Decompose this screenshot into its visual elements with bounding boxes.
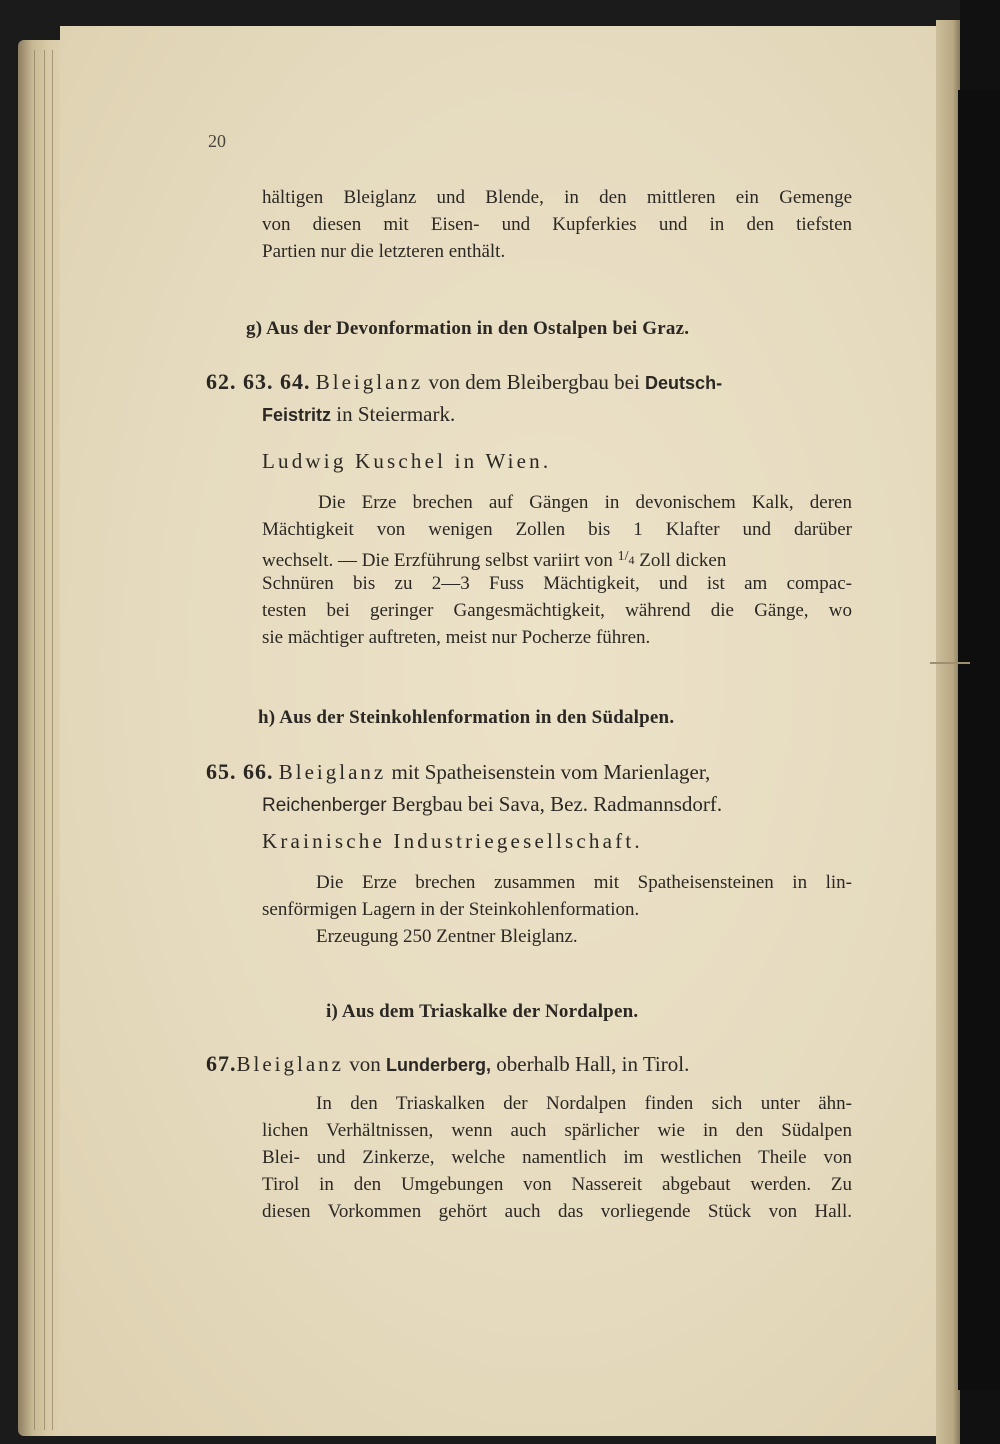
description-text: Zoll dicken — [639, 550, 727, 571]
page-edge-line — [34, 50, 35, 1430]
scan-background — [958, 90, 1000, 1390]
locality: Feistritz — [262, 405, 332, 425]
fraction: 1/4 — [617, 549, 635, 567]
description-line: In den Triaskalken der Nordalpen finden sich unter ähn- — [316, 1093, 852, 1114]
description-line: senförmigen Lagern in der Steinkohlenformation. — [262, 899, 640, 920]
page-edge-line — [52, 50, 53, 1430]
fraction-numerator: 1 — [617, 549, 625, 564]
entry-text: von dem Bleibergbau bei — [428, 370, 640, 394]
entry-text: in Steiermark. — [336, 402, 456, 426]
description-line: Schnüren bis zu 2—3 Fuss Mächtigkeit, und ist am compac- — [262, 573, 852, 594]
entry-text: mit Spatheisenstein vom Marienlager, — [391, 760, 711, 784]
description-line: sie mächtiger auftreten, meist nur Pocherze führen. — [262, 627, 651, 648]
locality: Lunderberg, — [385, 1055, 491, 1075]
description-line: lichen Verhältnissen, wenn auch spärlicher wie in den Südalpen — [262, 1120, 852, 1141]
entry-67-line1 — [206, 1049, 852, 1080]
page-gutter — [936, 20, 960, 1444]
fraction-denominator: 4 — [628, 553, 635, 567]
entry-text: von — [349, 1052, 381, 1076]
paragraph-line: hältigen Bleiglanz und Blende, in den mittleren ein Gemenge — [262, 187, 852, 208]
page-mark — [930, 662, 970, 664]
description-line: Mächtigkeit von wenigen Zollen bis 1 Klafter und darüber — [262, 519, 852, 540]
mineral-name: Bleiglanz — [278, 760, 387, 784]
description-line: Blei- und Zinkerze, welche namentlich im westlichen Theile von — [262, 1147, 852, 1168]
mineral-name: Bleiglanz — [236, 1052, 344, 1076]
description-line: diesen Vorkommen gehört auch das vorliegende Stück von Hall. — [262, 1201, 852, 1222]
entry-number: 67. — [206, 1051, 237, 1076]
section-heading: h) Aus der Steinkohlenformation in den Südalpen. — [258, 707, 675, 728]
entry-65-line1 — [206, 757, 852, 787]
description-line: Erzeugung 250 Zentner Bleiglanz. — [316, 926, 578, 947]
paragraph-line: Partien nur die letzteren enthält. — [262, 241, 506, 262]
description-text: wechselt. — Die Erzführung selbst variirt von — [262, 550, 613, 571]
section-heading: i) Aus dem Triaskalke der Nordalpen. — [326, 1001, 639, 1022]
description-line: Tirol in den Umgebungen von Nassereit abgebaut werden. Zu — [262, 1174, 852, 1195]
locality: Reichenberger — [262, 795, 387, 816]
entry-text: Bergbau bei Sava, Bez. Radmannsdorf. — [391, 792, 723, 816]
donor-name: Krainische Industriegesellschaft. — [262, 829, 643, 853]
description-line: Die Erze brechen zusammen mit Spatheisensteinen in lin- — [316, 872, 852, 893]
page-number: 20 — [208, 131, 226, 151]
locality: Deutsch- — [645, 373, 723, 393]
donor-name: Ludwig Kuschel in Wien. — [262, 449, 552, 473]
page-edge-line — [44, 50, 45, 1430]
entry-62-line2 — [262, 399, 852, 430]
description-line: Die Erze brechen auf Gängen in devonischem Kalk, deren — [318, 492, 852, 513]
entry-numbers: 62. 63. 64. — [206, 369, 311, 394]
entry-65-line2 — [262, 789, 852, 821]
entry-text: oberhalb Hall, in Tirol. — [496, 1052, 690, 1076]
mineral-name: Bleiglanz — [315, 370, 424, 394]
section-heading: g) Aus der Devonformation in den Ostalpen bei Graz. — [246, 318, 690, 339]
description-line: testen bei geringer Gangesmächtigkeit, während die Gänge, wo — [262, 600, 852, 621]
entry-numbers: 65. 66. — [206, 759, 274, 784]
entry-62-line1 — [206, 367, 852, 398]
paragraph-line: von diesen mit Eisen- und Kupferkies und in den tiefsten — [262, 214, 852, 235]
